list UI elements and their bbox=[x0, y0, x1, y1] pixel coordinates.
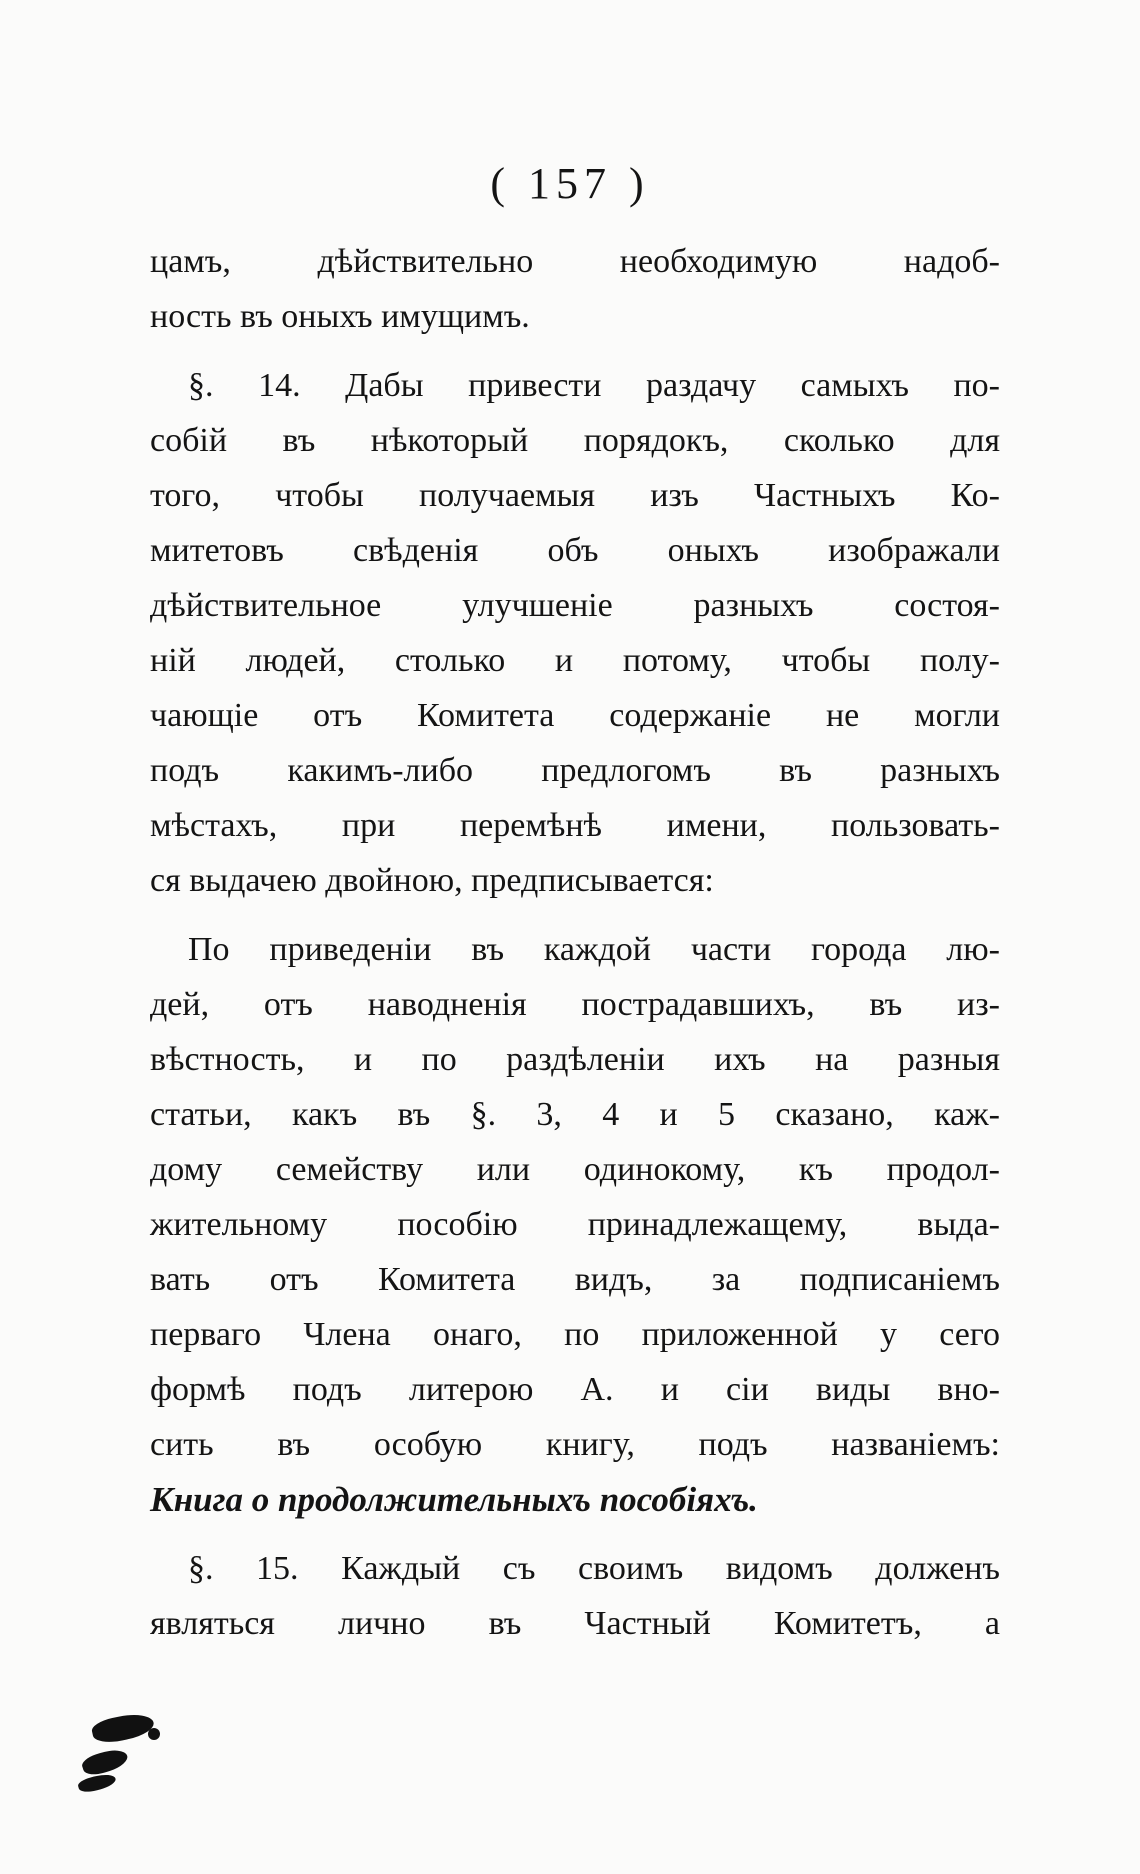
ink-smudge bbox=[80, 1745, 130, 1778]
book-title-italic: Книга о продолжительныхъ пособіяхъ. bbox=[150, 1480, 758, 1519]
text-line: жительному пособію принадлежащему, выда- bbox=[150, 1206, 1000, 1243]
page-number: ( 157 ) bbox=[490, 159, 650, 208]
text-line: вѣстность, и по раздѣленіи ихъ на разныя bbox=[150, 1041, 1000, 1078]
text-line: чающіе отъ Комитета содержаніе не могли bbox=[150, 697, 1000, 734]
text-line: дей, отъ наводненія пострадавшихъ, въ из- bbox=[150, 986, 1000, 1023]
text-line: являться лично въ Частный Комитетъ, а bbox=[150, 1605, 1000, 1642]
text-line: дому семейству или одинокому, къ продол- bbox=[150, 1151, 1000, 1188]
paragraph-start: По приведеніи въ каждой части города лю- bbox=[188, 931, 1000, 968]
text-line: ній людей, столько и потому, чтобы полу- bbox=[150, 642, 1000, 679]
text-line: перваго Члена онаго, по приложенной у сего bbox=[150, 1316, 1000, 1353]
ink-smudge bbox=[90, 1710, 156, 1746]
text-line: ся выдачею двойною, предписывается: bbox=[150, 862, 714, 899]
text-line: мѣстахъ, при перемѣнѣ имени, пользовать- bbox=[150, 807, 1000, 844]
text-line: цамъ, дѣйствительно необходимую надоб- bbox=[150, 243, 1000, 280]
text-line: дѣйствительное улучшеніе разныхъ состоя- bbox=[150, 587, 1000, 624]
text-line: вать отъ Комитета видъ, за подписаніемъ bbox=[150, 1261, 1000, 1298]
paragraph-14-start: §. 14. Дабы привести раздачу самыхъ по- bbox=[188, 367, 1000, 404]
text-line: сить въ особую книгу, подъ названіемъ: bbox=[150, 1426, 1000, 1463]
body-text bbox=[150, 234, 1000, 1651]
ink-smudge bbox=[77, 1771, 117, 1794]
text-line: подъ какимъ-либо предлогомъ въ разныхъ bbox=[150, 752, 1000, 789]
text-line: статьи, какъ въ §. 3, 4 и 5 сказано, каж- bbox=[150, 1096, 1000, 1133]
text-line: ность въ оныхъ имущимъ. bbox=[150, 298, 530, 335]
text-line: того, чтобы получаемыя изъ Частныхъ Ко- bbox=[150, 477, 1000, 514]
text-line: митетовъ свѣденія объ оныхъ изображали bbox=[150, 532, 1000, 569]
text-line: собій въ нѣкоторый порядокъ, сколько для bbox=[150, 422, 1000, 459]
text-line: формѣ подъ литерою А. и сіи виды вно- bbox=[150, 1371, 1000, 1408]
paragraph-15-start: §. 15. Каждый съ своимъ видомъ долженъ bbox=[188, 1550, 1000, 1587]
ink-smudge bbox=[148, 1728, 160, 1740]
